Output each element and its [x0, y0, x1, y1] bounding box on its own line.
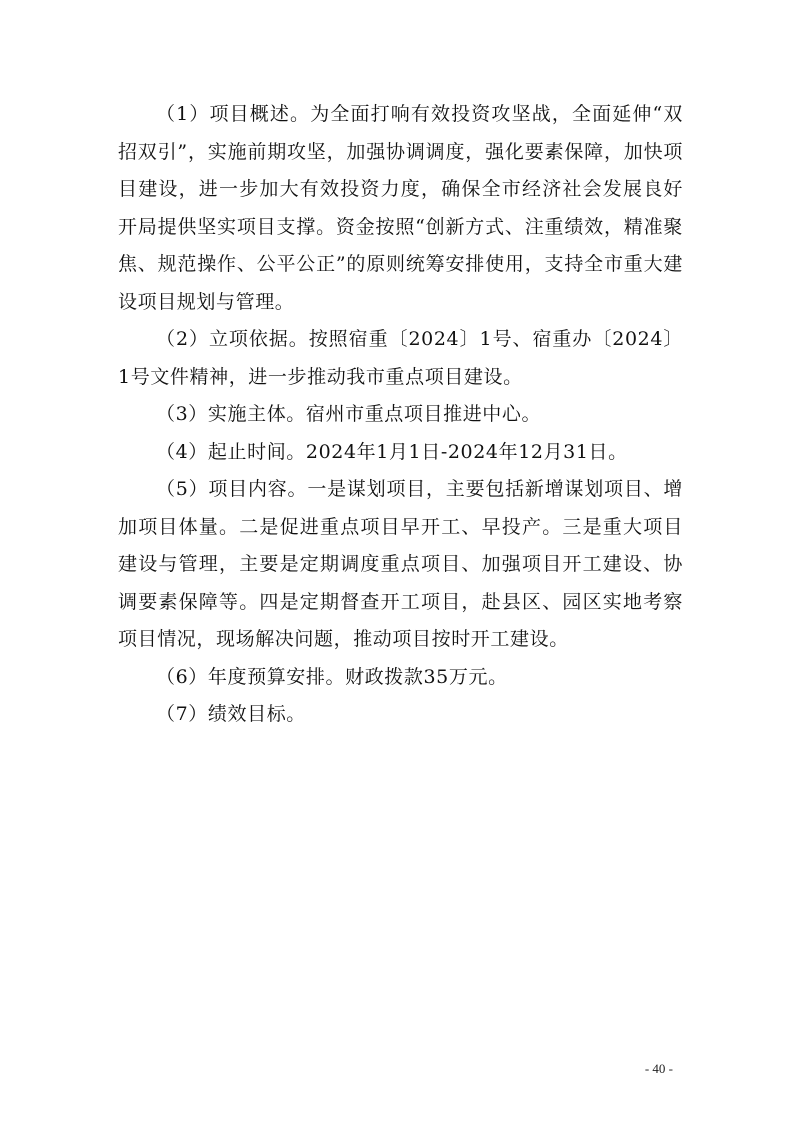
- page-number: - 40 -: [644, 1061, 673, 1076]
- paragraph-project-basis: （2）立项依据。按照宿重〔2024〕1号、宿重办〔2024〕1号文件精神，进一步推动我市重点项目建设。: [118, 328, 683, 388]
- document-body: [118, 96, 683, 734]
- paragraph-start-end-time: （4）起止时间。2024年1月1日-2024年12月31日。: [156, 440, 628, 463]
- paragraph-annual-budget: （6）年度预算安排。财政拨款35万元。: [156, 665, 508, 688]
- paragraph-implementing-body: （3）实施主体。宿州市重点项目推进中心。: [156, 403, 542, 425]
- paragraph-performance-goals: （7）绩效目标。: [156, 703, 306, 725]
- paragraph-project-content: （5）项目内容。一是谋划项目，主要包括新增谋划项目、增加项目体量。二是促进重点项目早开工、早投产。三是重大项目建设与管理，主要是定期调度重点项目、加强项目开工建设、协调要素保障等。四是定期督查开工项目，赴县区、园区实地考察项目情况，现场解决问题，推动项目按时开工建设。: [118, 478, 683, 650]
- paragraph-project-overview: （1）项目概述。为全面打响有效投资攻坚战，全面延伸“双招双引”，实施前期攻坚，加强协调调度，强化要素保障，加快项目建设，进一步加大有效投资力度，确保全市经济社会发展良好开局提供坚实项目支撑。资金按照“创新方式、注重绩效，精准聚焦、规范操作、公平公正”的原则统筹安排使用，支持全市重大建设项目规划与管理。: [118, 103, 683, 313]
